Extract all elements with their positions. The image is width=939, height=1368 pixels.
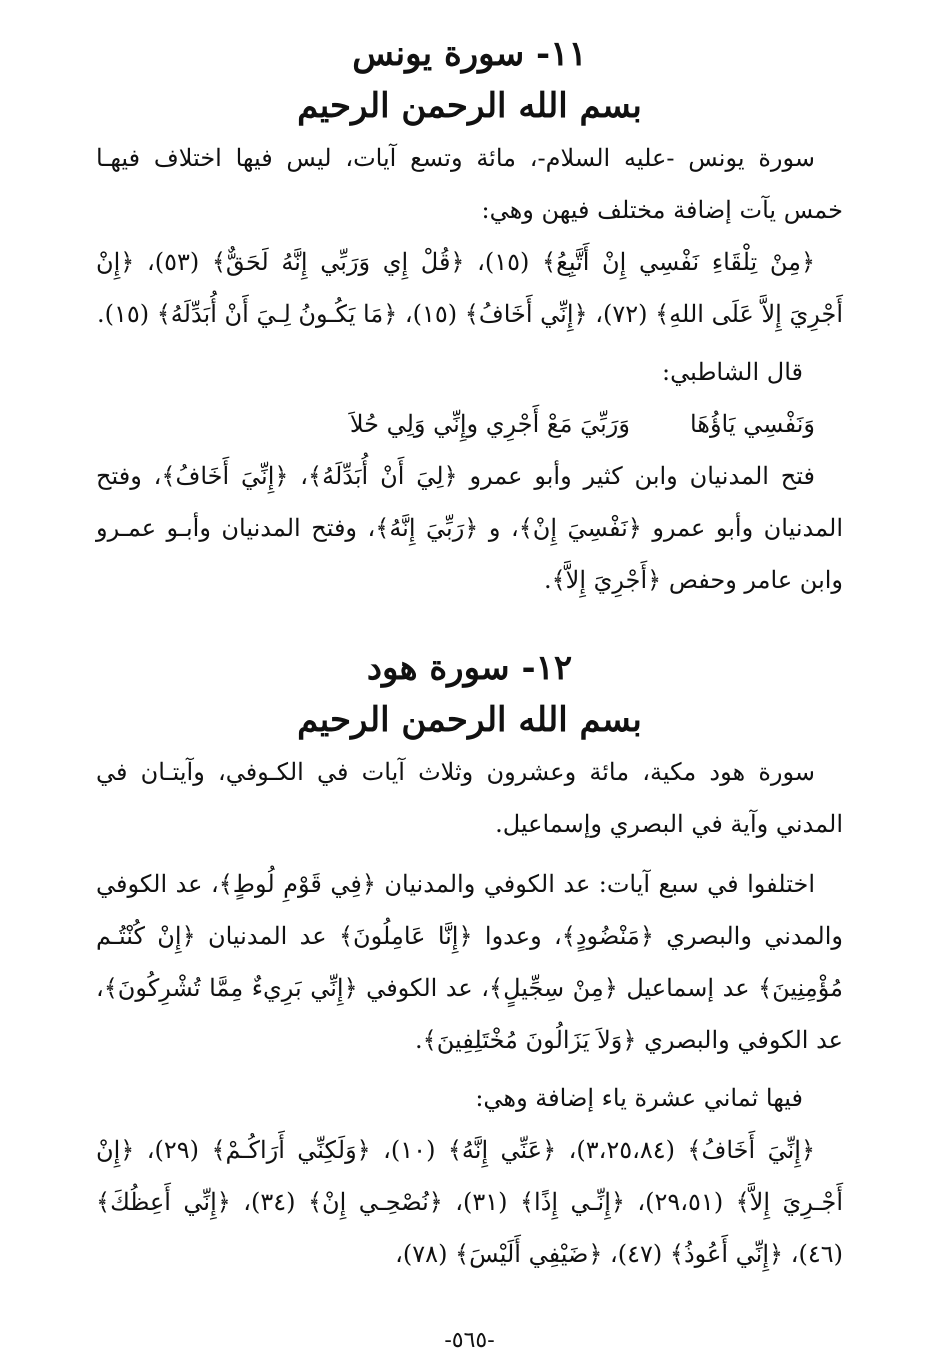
surah-yunus-explanation: فتح المدنيان وابن كثير وأبو عمرو ﴿لِيَ أَنْ أُبَدِّلَهُ﴾، ﴿إِنِّيَ أَخَافُ﴾، وفتح المدنيان وأبو عمرو ﴿نَفْسِيَ إِنْ﴾، و ﴿رَبِّيَ إِنَّهُ﴾، وفتح المدنيان وأبـو عمـرو وابن عامر وحفص ﴿أَجْرِيَ إِلاَّ﴾. — [96, 462, 843, 594]
shatibi-verse — [96, 398, 815, 450]
surah-hud-basmala: بسم الله الرحمن الرحيم — [297, 700, 642, 740]
surah-hud-disagreement: اختلفوا في سبع آيات: عد الكوفي والمدنيان ﴿فِي قَوْمِ لُوطٍ﴾، عد الكوفي والمدني والبصري ﴿مَنْضُودٍ﴾، وعدوا ﴿إِنَّا عَامِلُونَ﴾ عد المدنيان ﴿إِنْ كُنْتُـم مُؤْمِنِينَ﴾ عد إسماعيل ﴿مِنْ سِجِّيلٍ﴾، عد الكوفي ﴿إِنِّي بَرِيءٌ مِمَّا تُشْرِكُونَ﴾، عد الكوفي والبصري ﴿وَلاَ يَزَالُونَ مُخْتَلِفِينَ﴾. — [96, 870, 843, 1054]
verse-first-hemistich: وَنَفْسِي يَاؤُهَا — [689, 410, 815, 438]
verse-second-hemistich: وَرَبِّيَ مَعْ أَجْرِي وإِنِّي وَلِي حُلاَ — [349, 410, 630, 438]
surah-yunus-words: ﴿مِنْ تِلْقَاءِ نَفْسِي إِنْ أَتَّبِعُ﴾ (١٥)، ﴿قُلْ إِي وَرَبِّي إِنَّهُ لَحَقٌّ﴾ (٥٣)، ﴿إِنْ أَجْرِيَ إِلاَّ عَلَى اللهِ﴾ (٧٢)، ﴿إِنِّي أَخَافُ﴾ (١٥)، ﴿مَا يَكُـونُ لِـيَ أَنْ أُبَدِّلَهُ﴾ (١٥). — [96, 248, 843, 328]
surah-yunus-basmala: بسم الله الرحمن الرحيم — [297, 86, 642, 126]
shatibi-label: قال الشاطبي: — [662, 358, 803, 386]
surah-hud-section — [96, 642, 843, 1280]
surah-yunus-intro: سورة يونس -عليه السلام-، مائة وتسع آيات، ليس فيها اختلاف فيهـا خمس يآت إضافة مختلف فيهن وهي: — [96, 144, 843, 224]
section-gap — [96, 606, 843, 642]
surah-hud-words: ﴿إِنِّيَ أَخَافُ﴾ (٣،٢٥،٨٤)، ﴿عَنِّي إِنَّهُ﴾ (١٠)، ﴿وَلَكِنِّي أَرَاكُـمْ﴾ (٢٩)، ﴿إِنْ أَجْـرِيَ إِلاَّ﴾ (٢٩،٥١)، ﴿إِنِّـي إِذًا﴾ (٣١)، ﴿نُصْحِـي إِنْ﴾ (٣٤)، ﴿إِنِّي أَعِظُكَ﴾ (٤٦)، ﴿إِنِّي أَعُوذُ﴾ (٤٧)، ﴿ضَيْفِي أَلَيْسَ﴾ (٧٨)، — [96, 1136, 844, 1268]
surah-hud-intro: سورة هود مكية، مائة وعشرون وثلاث آيات في الكـوفي، وآيتـان في المدني وآية في البصري وإسماعيل. — [96, 758, 843, 838]
ya-idafa-label: فيها ثماني عشرة ياء إضافة وهي: — [475, 1084, 803, 1112]
surah-hud-title: ١٢- سورة هود — [366, 648, 573, 688]
surah-yunus-title: ١١- سورة يونس — [352, 34, 587, 74]
surah-yunus-section — [96, 28, 843, 606]
page-number: -٥٦٥- — [444, 1328, 495, 1353]
